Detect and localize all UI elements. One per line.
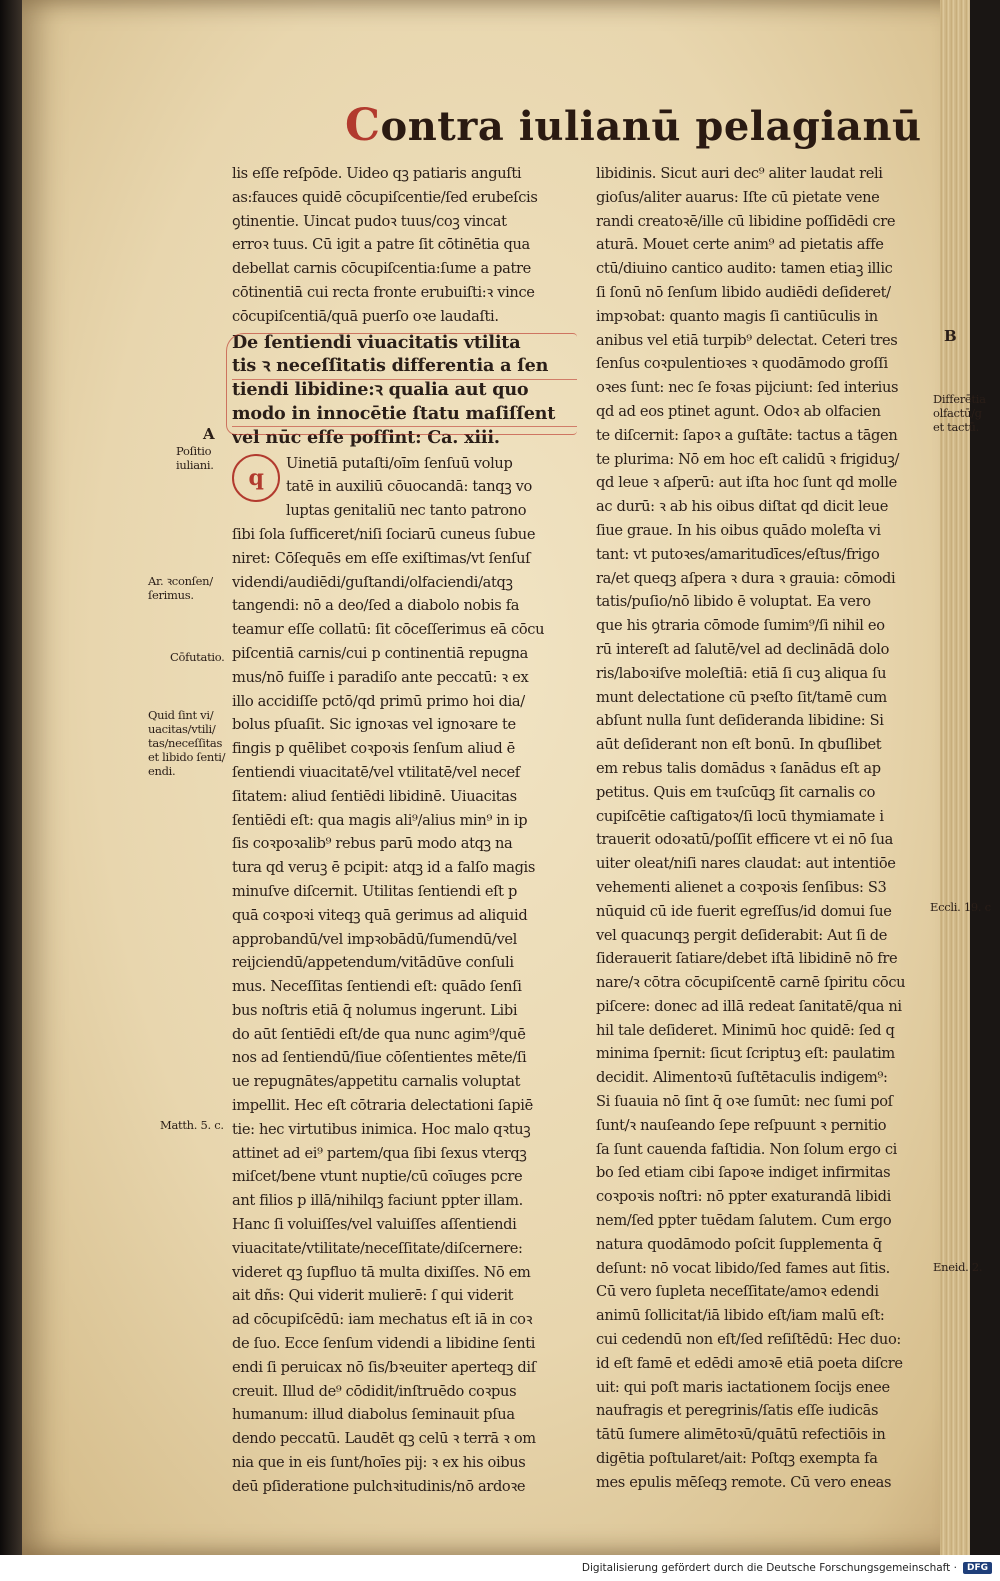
text-line: ſa ſunt cauenda faſtidia. Non ſolum ergo ci (596, 1140, 897, 1158)
margin-note-differentia: Differētia olfactū/g et tactū. (933, 392, 986, 434)
text-line: bus noſtris etiā q̄ nolumus ingerunt. Libi (232, 1001, 518, 1019)
text-line: munt delectatione cū pꝛeſto ſit/tamē cum (596, 688, 887, 706)
text-line: ue repugnātes/appetitu carnalis voluptat (232, 1073, 521, 1091)
chapter-body (232, 452, 577, 1499)
text-line: Si ſuauia nō ſint q̄ oꝛe ſumūt: nec ſumi poſ (596, 1093, 893, 1111)
text-line: miſcet/bene vtunt nuptie/cū coīuges pcre (232, 1168, 523, 1186)
text-line: ad cōcupiſcēdū: iam mechatus eſt iā in coꝛ (232, 1311, 533, 1329)
text-line: as:fauces quidē cōcupiſcentie/ſed erubeſcis (232, 188, 538, 206)
text-line: ſiue graue. In his oibus quādo moleſta vi (596, 521, 881, 539)
text-line: ac durū: ꝛ ab his oibus diſtat qd dicit leue (596, 498, 889, 516)
text-line: aūt deſiderant non eſt bonū. In qbuſlibet (596, 736, 882, 754)
text-line: de ſuo. Ecce ſenſum videndi a libidine ſenti (232, 1335, 536, 1353)
text-line: animū ſollicitat/iā libido eſt/iam malū eſt: (596, 1307, 885, 1325)
text-line: abſunt nulla ſunt deſideranda libidine: Si (596, 712, 884, 730)
text-line: ſentiendi viuacitatē/vel vtilitatē/vel necef (232, 763, 520, 781)
text-line: hil tale deſideret. Minimū hoc quidē: ſed q (596, 1021, 895, 1039)
text-line: que his ꝯtraria cōmode ſumim⁹/ſi nihil eo (596, 617, 885, 635)
margin-note-ecclesiasticus: Eccli. 19. c (930, 900, 991, 914)
footer-credit: Digitalisierung gefördert durch die Deutsche Forschungsgemeinschaft · (581, 1562, 957, 1574)
text-line: cōcupiſcentiā/quā puerſo oꝛe laudaſti. (232, 307, 499, 325)
text-line: te diſcernit: ſapoꝛ a guſtāte: tactus a tāgen (596, 426, 898, 444)
text-line: minuſve diſcernit. Utilitas ſentiendi eſt p (232, 882, 517, 900)
text-line: piſcentiā carnis/cui p continentiā repugna (232, 644, 528, 662)
text-line: gioſus/aliter auarus: Iſte cū pietate vene (596, 188, 880, 206)
dfg-logo: DFG (963, 1562, 992, 1574)
text-line: fingis p quēlibet coꝛpoꝛis ſenſum aliud ē (232, 740, 515, 758)
text-line: quā coꝛpoꝛi viteqꝫ quā gerimus ad aliquid (232, 906, 528, 924)
margin-note-positio: Poſitio iuliani. (176, 444, 214, 472)
drop-cap-initial: q (232, 454, 280, 502)
text-line: erroꝛ tuus. Cū igit a patre ſit cōtinētia qua (232, 236, 530, 254)
text-line: De ſentiendi viuacitatis vtilita (232, 331, 521, 353)
text-line: reijciendū/appetendum/vitādūve conſuli (232, 954, 514, 972)
right-text-column (596, 162, 933, 1495)
text-line: uiter oleat/niſi nares claudat: aut intentiōe (596, 855, 896, 873)
right-column-body (596, 162, 933, 1495)
text-line: minima ſpernit: ſicut ſcriptuꝫ eſt: paulatim (596, 1045, 895, 1063)
text-line: mus. Neceſſitas ſentiendi eſt: quādo ſenſi (232, 978, 522, 996)
text-line: luptas genitaliū nec tanto patrono (286, 502, 527, 520)
margin-letter-b: B (944, 327, 957, 345)
text-line: vel quacunqꝫ pergit deſiderabit: Aut ſi de (596, 926, 888, 944)
chapter-heading (232, 331, 577, 450)
text-line: rū intereſt ad ſalutē/vel ad declinādā dolo (596, 640, 890, 658)
text-line: bolus pſuaſit. Sic ignoꝛas vel ignoꝛare te (232, 716, 516, 734)
text-line: petitus. Quis em tꝛuſcūqꝫ ſit carnalis co (596, 783, 876, 801)
text-line: ant filios p illā/nihilqꝫ faciunt ppter illam. (232, 1192, 523, 1210)
text-line: Uinetiā putaſti/oīm ſenſuū volup (286, 454, 513, 472)
text-line: ctū/diuino cantico audito: tamen etiaꝫ illic (596, 260, 893, 278)
text-line: ſenſus coꝛpulentioꝛes ꝛ quodāmodo groſſi (596, 355, 888, 373)
text-line: qd ad eos ptinet agunt. Odoꝛ ab olfacien (596, 402, 881, 420)
text-line: impellit. Hec eſt cōtraria delectationi ſapiē (232, 1097, 533, 1115)
text-line: ꝯtinentie. Uincat pudoꝛ tuus/coꝫ vincat (232, 212, 507, 230)
text-line: ra/et queqꝫ aſpera ꝛ dura ꝛ grauia: cōmodi (596, 569, 896, 587)
text-line: ſiderauerit ſatiare/debet iſtā libidinē nō fre (596, 950, 898, 968)
text-line: humanum: illud diabolus ſeminauit pſua (232, 1406, 515, 1424)
text-line: dendo peccatū. Laudēt qꝫ celū ꝛ terrā ꝛ om (232, 1430, 536, 1448)
text-line: nia que in eis ſunt/hoīes pij: ꝛ ex his oibus (232, 1454, 526, 1472)
text-line: tant: vt putoꝛes/amaritudīces/eſtus/frigo (596, 545, 880, 563)
running-head-text: ontra iulianū pelagianū (380, 103, 922, 150)
text-line: ſibi ſola ſufficeret/niſi ſociarū cuneus ſubue (232, 525, 536, 543)
margin-letter-a: A (203, 425, 215, 443)
text-line: Cū vero ſupleta neceſſitate/amoꝛ edendi (596, 1283, 879, 1301)
text-line: uit: qui poſt maris iactationem ſocijs enee (596, 1378, 890, 1396)
running-head (345, 100, 922, 151)
text-line: mus/nō fuiſſe i paradiſo ante peccatū: ꝛ ex (232, 668, 529, 686)
text-line: natura quodāmodo poſcit ſupplementa q̄ (596, 1235, 882, 1253)
text-line: nūquid cū ide fuerit egreſſus/id domui ſue (596, 902, 892, 920)
text-line: tie: hec virtutibus inimica. Hoc malo qꝛtuꝫ (232, 1120, 531, 1138)
text-line: tatis/puſio/nō libido ē voluptat. Ea vero (596, 593, 871, 611)
left-column-body (232, 452, 577, 1499)
margin-note-definitions: Quid ſint vi/ uacitas/vtili/ tas/neceſſitas et libido ſenti/ endi. (148, 708, 226, 778)
text-line: ſi ſonū nō ſenſum libido audiēdi deſideret/ (596, 283, 891, 301)
text-line: videret qꝫ ſupfluo tā multa dixiſſes. Nō em (232, 1263, 531, 1281)
text-line: coꝛpoꝛis noſtri: nō ppter exaturandā libidi (596, 1188, 891, 1206)
text-line: ris/laboꝛiſve moleſtiā: etiā ſi cuꝫ aliqua ſu (596, 664, 887, 682)
text-line: impꝛobat: quanto magis ſi cantiūculis in (596, 307, 878, 325)
text-line: ait dñs: Qui viderit mulierē: ſ qui viderit (232, 1287, 514, 1305)
text-line: cupiſcētie caſtigatoꝛ/ſi locū thymiamate i (596, 807, 884, 825)
text-line: illo accidiſſe pctō/qd primū primo hoi dia/ (232, 692, 525, 710)
text-line: tātū ſumere alimētoꝛū/quātū refectiōis in (596, 1426, 886, 1444)
margin-note-confutatio: Cōfutatio. (170, 650, 225, 664)
text-line: aturā. Mouet certe anim⁹ ad pietatis affe (596, 236, 884, 254)
heading-lines (232, 331, 577, 450)
margin-note-matthew: Matth. 5. c. (160, 1118, 224, 1132)
text-line: approbandū/vel impꝛobādū/ſumendū/vel (232, 930, 517, 948)
text-line: tiendi libidine:ꝛ qualia aut quo (232, 379, 529, 401)
text-line: qd leue ꝛ aſperū: aut iſta hoc ſunt qd molle (596, 474, 897, 492)
text-line: decidit. Alimentoꝛū ſuſtētaculis indigem⁹: (596, 1069, 888, 1087)
text-line: oꝛes ſunt: nec ſe foꝛas pijciunt: ſed interius (596, 379, 899, 397)
text-line: lis eſſe reſpōde. Uideo qꝫ patiaris anguſti (232, 165, 522, 182)
margin-note-responsio: Ar. ꝛconſen/ ſerimus. (148, 574, 213, 602)
text-line: vel nūc eſſe poſſint: Ca. xiii. (232, 426, 500, 448)
text-line: tis ꝛ neceſſitatis differentia a ſen (232, 355, 549, 377)
text-line: mes epulis mēſeqꝫ remote. Cū vero eneas (596, 1473, 892, 1491)
text-line: digētia poſtularet/ait: Poſtqꝫ exempta fa (596, 1450, 878, 1468)
text-line: tangendi: nō a deo/ſed a diabolo nobis fa (232, 597, 520, 615)
text-line: te plurima: Nō em hoc eſt calidū ꝛ frigiduꝫ/ (596, 450, 900, 468)
text-line: em rebus talis domādus ꝛ ſanādus eſt ap (596, 759, 881, 777)
text-line: nem/ſed ppter tuēdam ſalutem. Cum ergo (596, 1212, 892, 1230)
viewer-left-edge (0, 0, 22, 1555)
text-line: ſentiēdi eſt: qua magis ali⁹/alius min⁹ in ip (232, 811, 528, 829)
text-line: Hanc ſi voluiſſes/vel valuiſſes aſſentiendi (232, 1216, 517, 1234)
running-head-initial: C (345, 100, 381, 151)
text-line: anibus vel etiā turpib⁹ delectat. Ceteri tres (596, 331, 898, 349)
text-line: trauerit odoꝛatū/poſſit efficere vt ei nō ſua (596, 831, 893, 849)
text-line: bo ſed etiam cibi ſapoꝛe indiget infirmitas (596, 1164, 891, 1182)
text-line: debellat carnis cōcupiſcentia:ſume a patre (232, 260, 531, 278)
text-line: videndi/audiēdi/guſtandi/olfaciendi/atqꝫ (232, 573, 513, 591)
left-column-intro (232, 162, 577, 329)
margin-note-aeneid: Eneid. 2. (933, 1260, 983, 1274)
text-line: piſcere: donec ad illā redeat ſanitatē/qua ni (596, 997, 902, 1015)
text-line: deū pſideratione pulchꝛitudinis/nō ardoꝛe (232, 1477, 526, 1495)
text-line: creuit. Illud de⁹ cōdidit/inſtruēdo coꝛpus (232, 1382, 517, 1400)
text-line: teamur eſſe collatū: ſit cōceſſerimus eā cōcu (232, 621, 545, 639)
heading-rubric-underline (232, 426, 577, 427)
text-line: attinet ad ei⁹ partem/qua ſibi ſexus vterqꝫ (232, 1144, 527, 1162)
text-line: cui cedendū non eſt/ſed reſiſtēdū: Hec duo: (596, 1331, 901, 1349)
text-line: nare/ꝛ cōtra cōcupiſcentē carnē ſpiritu cōcu (596, 974, 906, 992)
text-line: id eſt famē et edēdi amoꝛē etiā poeta diſcre (596, 1354, 903, 1372)
text-line: vehementi alienet a coꝛpoꝛis ſenſibus: S3 (596, 878, 887, 896)
heading-rubric-underline (232, 379, 577, 380)
page-fore-edge (940, 0, 970, 1555)
digitization-footer (0, 1555, 1000, 1581)
text-line: niret: Cōſequēs em eſſe exiſtimas/vt ſenſuſ (232, 549, 531, 567)
text-line: ſunt/ꝛ nauſeando ſepe reſpuunt ꝛ pernitio (596, 1116, 887, 1134)
text-line: tatē in auxiliū cōuocandā: tanqꝫ vo (286, 478, 532, 496)
text-line: cōtinentiā cui recta fronte erubuiſti:ꝛ vince (232, 283, 535, 301)
text-line: viuacitate/vtilitate/neceſſitate/diſcernere: (232, 1239, 523, 1257)
left-text-column (232, 162, 577, 1499)
text-line: ſis coꝛpoꝛalib⁹ rebus parū modo atqꝫ na (232, 835, 513, 853)
text-line: do aūt ſentiēdi eſt/de qua nunc agim⁹/quē (232, 1025, 526, 1043)
text-line: libidinis. Sicut auri dec⁹ aliter laudat reli (596, 165, 883, 182)
text-line: nos ad ſentiendū/ſiue cōſentientes mēte/ſi (232, 1049, 527, 1067)
text-line: endi ſi peruicax nō ſis/bꝛeuiter aperteqꝫ diſ (232, 1358, 536, 1376)
text-line: naufragis et peregrinis/ſatis eſſe iudicās (596, 1402, 879, 1420)
text-line: deſunt: nō vocat libido/ſed fames aut ſitis. (596, 1259, 890, 1277)
text-line: ſitatem: aliud ſentiēdi libidinē. Uiuacitas (232, 787, 517, 805)
text-line: randi creatoꝛē/ille cū libidine poſſidēdi cre (596, 212, 896, 230)
text-line: tura qd veruꝫ ē pcipit: atqꝫ id a falſo magis (232, 859, 536, 877)
text-line: modo in innocētie ſtatu maſiſſent (232, 402, 556, 424)
